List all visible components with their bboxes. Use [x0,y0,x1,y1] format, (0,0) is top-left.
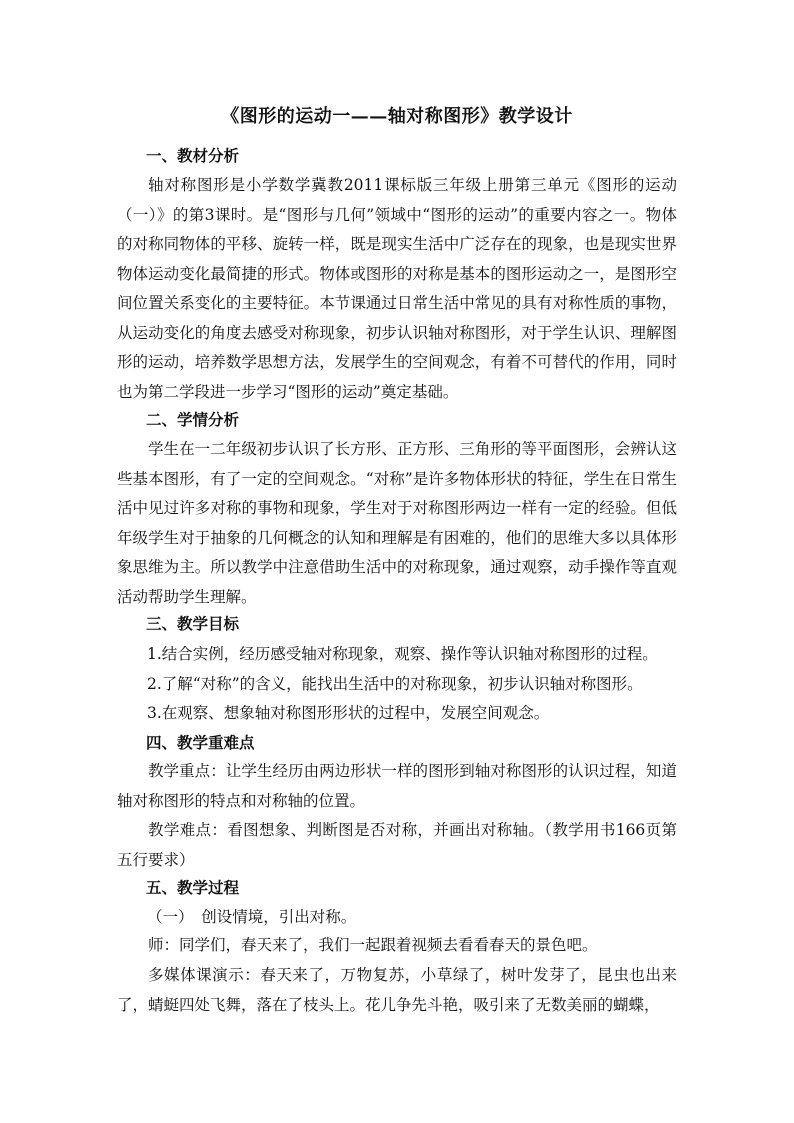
paragraph-difficult-point: 教学难点：看图想象、判断图是否对称，并画出对称轴。（教学用书166页第五行要求） [117,821,677,869]
paragraph-textbook-analysis: 轴对称图形是小学数学冀教2011课标版三年级上册第三单元《图形的运动（一）》的第3课时。是“图形与几何”领域中“图形的运动”的重要内容之一。物体的对称同物体的平移、旋转一样，既是现实生活中广泛存在的现象，也是现实世界物体运动变化最简捷的形式。物体或图形的对称是基本的图形运动之一，是图形空间位置关系变化的主要特征。本节课通过日常生活中常见的具有对称性质的事物，从运动变化的角度去感受对称现象，初步认识轴对称图形，对于学生认识、理解图形的运动，培养数学思想方法，发展学生的空间观念，有着不可替代的作用，同时也为第二学段进一步学习“图形的运动”奠定基础。 [117,176,677,401]
goal-item: 1.结合实例，经历感受轴对称现象，观察、操作等认识轴对称图形的过程。 [147,645,658,663]
paragraph-key-point: 教学重点：让学生经历由两边形状一样的图形到轴对称图形的认识过程，知道轴对称图形的特点和对称轴的位置。 [117,762,677,810]
paragraph-multimedia-demo: 多媒体课演示：春天来了，万物复苏，小草绿了，树叶发芽了，昆虫也出来了，蜻蜓四处飞舞，落在了枝头上。花儿争先斗艳，吸引来了无数美丽的蝴蝶， [117,966,677,1014]
paragraph-student-analysis: 学生在一二年级初步认识了长方形、正方形、三角形的等平面图形，会辨认这些基本图形，有了一定的空间观念。“对称”是许多物体形状的特征，学生在日常生活中见过许多对称的事物和现象，学生对于对称图形两边一样有一定的经验。但低年级学生对于抽象的几何概念的认知和理解是有困难的，他们的思维大多以具体形象思维为主。所以教学中注意借助生活中的对称现象，通过观察，动手操作等直观活动帮助学生理解。 [117,440,677,606]
section-heading-teaching-goals: 三、教学目标 [146,614,240,633]
section-heading-teaching-process: 五、教学过程 [146,878,240,897]
section-heading-student-analysis: 二、学情分析 [146,410,240,429]
document-title: 《图形的运动一——轴对称图形》教学设计 [221,106,573,127]
subsection-heading: （一） 创设情境，引出对称。 [147,908,357,926]
paragraph-teacher-dialogue: 师：同学们，春天来了，我们一起跟着视频去看看春天的景色吧。 [148,936,598,954]
goal-item: 2.了解“对称”的含义，能找出生活中的对称现象，初步认识轴对称图形。 [147,675,643,693]
goal-item: 3.在观察、想象轴对称图形形状的过程中，发展空间观念。 [147,704,550,722]
section-heading-key-points: 四、教学重难点 [146,733,255,752]
section-heading-textbook-analysis: 一、教材分析 [146,146,240,165]
